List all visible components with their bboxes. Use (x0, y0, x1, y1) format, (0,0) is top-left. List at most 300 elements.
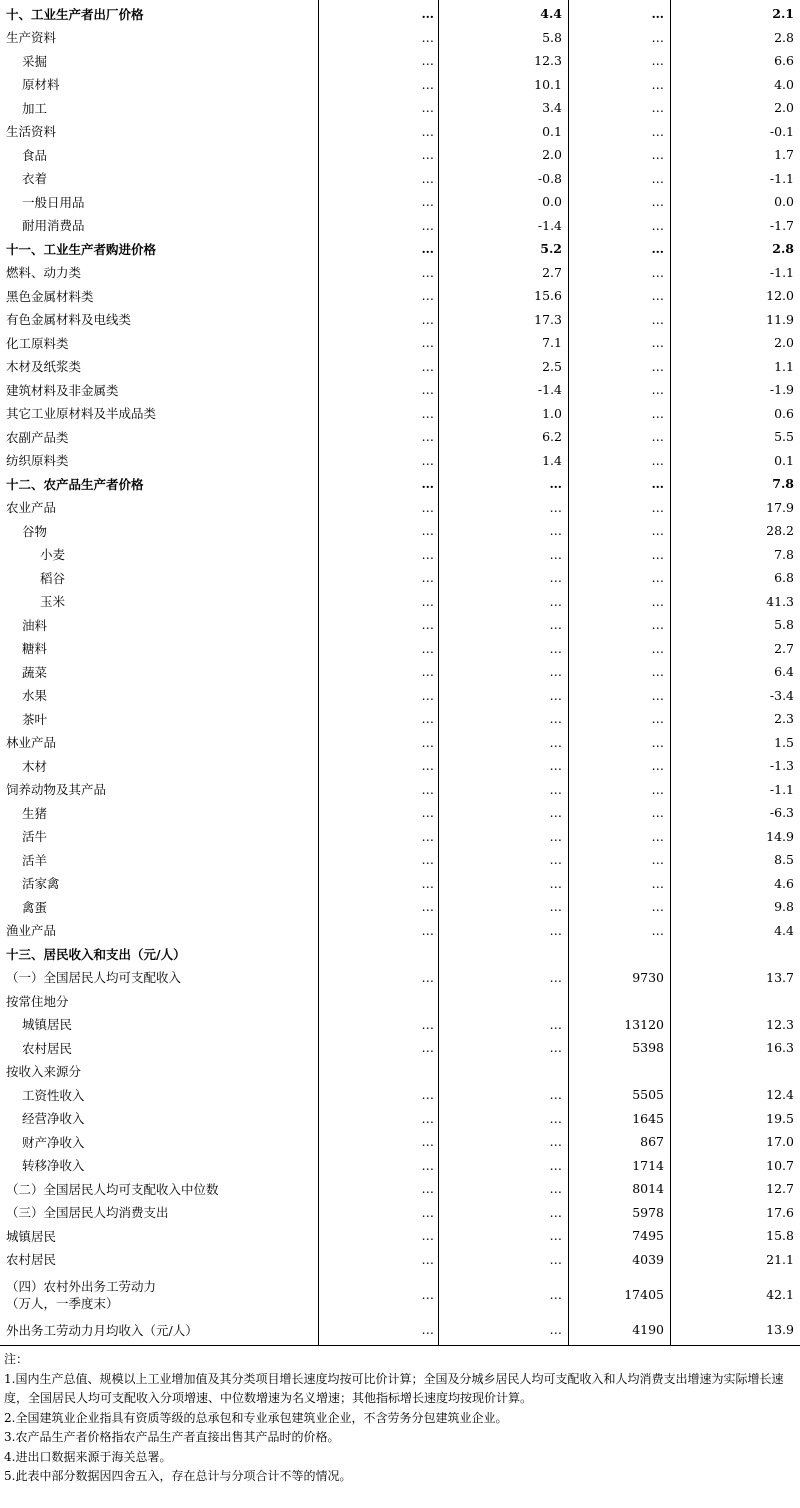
cell-value: … (421, 1087, 434, 1103)
table-row (0, 543, 800, 567)
cell-value: 2.1 (772, 6, 794, 22)
cell-value: … (651, 758, 664, 774)
cell-value: … (651, 53, 664, 69)
cell-value: … (421, 1016, 434, 1032)
cell-value (438, 942, 568, 966)
row-label: 纺织原料类 (6, 453, 69, 469)
table-row (0, 261, 800, 285)
cell-value: 867 (640, 1134, 664, 1150)
table-row (0, 519, 800, 543)
table-row (0, 2, 800, 26)
cell-value: 0.6 (774, 405, 794, 421)
table-row (0, 942, 800, 966)
table-row (0, 73, 800, 97)
cell-value: … (421, 170, 434, 186)
cell-value: 28.2 (766, 523, 794, 539)
cell-value: … (421, 335, 434, 351)
cell-value: 4.4 (540, 6, 562, 22)
cell-value: … (549, 758, 562, 774)
row-label: 生产资料 (6, 30, 57, 46)
cell-value: … (421, 1134, 434, 1150)
cell-value: … (421, 76, 434, 92)
table-row (0, 331, 800, 355)
cell-value: … (421, 899, 434, 915)
cell-value: -3.4 (769, 687, 794, 703)
row-label: 工资性收入 (22, 1087, 85, 1103)
row-label: 小麦 (40, 547, 66, 563)
cell-value: 12.7 (766, 1181, 794, 1197)
table-row (0, 989, 800, 1013)
cell-value: … (651, 264, 664, 280)
table-row (0, 684, 800, 708)
cell-value: -1.7 (769, 217, 794, 233)
cell-value: -1.1 (769, 264, 794, 280)
cell-value: … (421, 734, 434, 750)
cell-value: 8.5 (774, 852, 794, 868)
cell-value: … (651, 922, 664, 938)
cell-value: … (421, 405, 434, 421)
row-label: 渔业产品 (6, 923, 57, 939)
cell-value: … (549, 711, 562, 727)
row-label: 城镇居民 (22, 1017, 73, 1033)
cell-value: 15.8 (766, 1228, 794, 1244)
cell-value: … (651, 664, 664, 680)
cell-value: … (549, 875, 562, 891)
cell-value: 5.8 (774, 617, 794, 633)
cell-value: 2.8 (772, 241, 794, 257)
table-row (0, 1083, 800, 1107)
cell-value: … (421, 828, 434, 844)
cell-value: … (651, 617, 664, 633)
row-label: 黑色金属材料类 (6, 288, 94, 304)
note-line: 2.全国建筑业企业指具有资质等级的总承包和专业承包建筑业企业，不含劳务分包建筑业企业。 (4, 1410, 508, 1425)
cell-value: … (651, 170, 664, 186)
table-row (0, 1224, 800, 1248)
cell-value: … (421, 499, 434, 515)
row-label: 转移净收入 (22, 1158, 85, 1174)
cell-value: … (549, 570, 562, 586)
cell-value: … (421, 852, 434, 868)
row-label: 衣着 (22, 171, 48, 187)
cell-value: 5.8 (542, 29, 562, 45)
cell-value: … (549, 1287, 562, 1302)
table-row (0, 895, 800, 919)
cell-value: 15.6 (534, 288, 562, 304)
cell-value: … (651, 734, 664, 750)
row-label: 禽蛋 (22, 899, 48, 915)
cell-value: … (651, 405, 664, 421)
row-label: 财产净收入 (22, 1134, 85, 1150)
table-row (0, 1177, 800, 1201)
cell-value: … (421, 617, 434, 633)
cell-value: 5505 (632, 1087, 664, 1103)
cell-value: 13.7 (766, 969, 794, 985)
row-label: 蔬菜 (22, 664, 48, 680)
table-row (0, 966, 800, 990)
row-label: 活羊 (22, 852, 48, 868)
cell-value: … (421, 805, 434, 821)
cell-value: 6.2 (542, 429, 562, 445)
cell-value: 1.1 (774, 358, 794, 374)
cell-value: … (549, 687, 562, 703)
cell-value: … (651, 429, 664, 445)
row-label: 十二、农产品生产者价格 (6, 476, 144, 492)
cell-value: … (549, 852, 562, 868)
table-row (0, 472, 800, 496)
row-label: 茶叶 (22, 711, 48, 727)
cell-value: … (651, 899, 664, 915)
table-row (0, 754, 800, 778)
cell-value: 2.7 (774, 640, 794, 656)
row-label: 木材及纸浆类 (6, 359, 82, 375)
cell-value (568, 1060, 670, 1084)
cell-value: 12.4 (766, 1087, 794, 1103)
cell-value: … (421, 288, 434, 304)
cell-value: 5398 (632, 1040, 664, 1056)
row-label: 十、工业生产者出厂价格 (6, 6, 144, 22)
cell-value: -0.8 (537, 170, 562, 186)
cell-value (568, 989, 670, 1013)
cell-value: … (549, 1087, 562, 1103)
row-label: 按收入来源分 (6, 1064, 82, 1080)
table-row (0, 1201, 800, 1225)
note-line: 1.国内生产总值、规模以上工业增加值及其分类项目增长速度均按可比价计算；全国及分城乡居民人均可支配收入和人均消费支出增速为实际增长速度，全国居民人均可支配收入分项增速、中位数增速为名义增速；其他指标增长速度均按现价计算。 (4, 1371, 784, 1405)
cell-value: … (549, 664, 562, 680)
note-line: 注： (4, 1352, 29, 1366)
cell-value: … (651, 452, 664, 468)
row-label: （三）全国居民人均消费支出 (6, 1205, 169, 1221)
cell-value: … (651, 100, 664, 116)
table-bottom-border (0, 1345, 800, 1346)
row-label: 外出务工劳动力月均收入（元/人） (6, 1322, 198, 1338)
cell-value (438, 989, 568, 1013)
cell-value (318, 942, 438, 966)
cell-value: 1.4 (542, 452, 562, 468)
row-label: 城镇居民 (6, 1228, 57, 1244)
table-row (0, 143, 800, 167)
row-label: 燃料、动力类 (6, 265, 82, 281)
cell-value: … (421, 570, 434, 586)
cell-value: … (549, 828, 562, 844)
cell-value: … (549, 1016, 562, 1032)
cell-value: … (421, 1157, 434, 1173)
cell-value: 16.3 (766, 1040, 794, 1056)
cell-value: … (421, 1110, 434, 1126)
row-label: 玉米 (40, 594, 66, 610)
cell-value: … (651, 640, 664, 656)
cell-value: … (421, 100, 434, 116)
cell-value: … (421, 969, 434, 985)
table-row (0, 26, 800, 50)
cell-value: … (549, 476, 562, 492)
cell-value: … (651, 217, 664, 233)
table-row (0, 778, 800, 802)
cell-value: … (421, 711, 434, 727)
row-label: 有色金属材料及电线类 (6, 312, 132, 328)
cell-value: … (421, 311, 434, 327)
table-row (0, 378, 800, 402)
row-label: 化工原料类 (6, 335, 69, 351)
cell-value (438, 1060, 568, 1084)
cell-value: … (549, 1040, 562, 1056)
cell-value: 9.8 (774, 899, 794, 915)
cell-value: … (421, 1228, 434, 1244)
cell-value: … (549, 734, 562, 750)
table-row (0, 919, 800, 943)
cell-value: … (421, 194, 434, 210)
cell-value: -1.1 (769, 170, 794, 186)
cell-value: 2.5 (542, 358, 562, 374)
row-label: 农村居民 (22, 1040, 73, 1056)
cell-value: … (421, 593, 434, 609)
cell-value: 17.6 (766, 1204, 794, 1220)
cell-value (670, 1060, 800, 1084)
cell-value: … (421, 147, 434, 163)
cell-value: … (651, 828, 664, 844)
table-row (0, 590, 800, 614)
cell-value: … (421, 546, 434, 562)
cell-value: 1645 (632, 1110, 664, 1126)
table-row (0, 1060, 800, 1084)
table-row (0, 425, 800, 449)
cell-value: … (421, 452, 434, 468)
row-label-line: （万人，一季度末） (6, 1295, 119, 1311)
cell-value: 7.1 (542, 335, 562, 351)
cell-value: 14.9 (766, 828, 794, 844)
cell-value: 11.9 (766, 311, 794, 327)
cell-value: … (549, 781, 562, 797)
table-row (0, 402, 800, 426)
table-row (0, 660, 800, 684)
notes-section (4, 1350, 796, 1487)
row-label: （二）全国居民人均可支配收入中位数 (6, 1181, 219, 1197)
cell-value: … (549, 1251, 562, 1267)
cell-value: … (651, 241, 664, 257)
cell-value: … (421, 476, 434, 492)
cell-value: 0.0 (542, 194, 562, 210)
table-row (0, 731, 800, 755)
cell-value: … (549, 1134, 562, 1150)
row-label: 其它工业原材料及半成品类 (6, 406, 157, 422)
cell-value: … (651, 335, 664, 351)
cell-value: … (421, 687, 434, 703)
note-line: 4.进出口数据来源于海关总署。 (4, 1449, 172, 1464)
cell-value: … (421, 217, 434, 233)
cell-value: … (549, 1181, 562, 1197)
row-label: 林业产品 (6, 735, 57, 751)
cell-value: … (421, 758, 434, 774)
row-label: 采掘 (22, 53, 48, 69)
row-label: 生猪 (22, 805, 48, 821)
row-label: 一般日用品 (22, 194, 85, 210)
cell-value: 19.5 (766, 1110, 794, 1126)
table-row (0, 848, 800, 872)
table-row (0, 1036, 800, 1060)
cell-value: … (549, 640, 562, 656)
cell-value: 5978 (632, 1204, 664, 1220)
table-row (0, 1248, 800, 1272)
row-label: 水果 (22, 688, 48, 704)
table-row (0, 214, 800, 238)
cell-value: 6.6 (774, 53, 794, 69)
table-row (0, 872, 800, 896)
cell-value (318, 1060, 438, 1084)
row-label: 耐用消费品 (22, 218, 85, 234)
cell-value: … (421, 640, 434, 656)
cell-value: … (421, 664, 434, 680)
cell-value: 1714 (632, 1157, 664, 1173)
cell-value: 7.8 (774, 546, 794, 562)
cell-value: … (549, 805, 562, 821)
row-label: 农副产品类 (6, 429, 69, 445)
cell-value: -1.1 (769, 781, 794, 797)
cell-value: … (549, 593, 562, 609)
cell-value: … (421, 523, 434, 539)
cell-value: 5.5 (774, 429, 794, 445)
cell-value: … (421, 6, 434, 22)
cell-value: … (549, 1157, 562, 1173)
row-label: 糖料 (22, 641, 48, 657)
cell-value: … (421, 781, 434, 797)
cell-value (568, 942, 670, 966)
row-label: 按常住地分 (6, 993, 69, 1009)
cell-value: 12.0 (766, 288, 794, 304)
cell-value: 17405 (624, 1287, 664, 1302)
cell-value: 1.5 (774, 734, 794, 750)
cell-value: 2.7 (542, 264, 562, 280)
cell-value: … (421, 382, 434, 398)
cell-value: 0.0 (774, 194, 794, 210)
cell-value: -1.4 (537, 382, 562, 398)
cell-value: 2.0 (542, 147, 562, 163)
cell-value: … (421, 358, 434, 374)
cell-value: … (651, 6, 664, 22)
cell-value: 17.9 (766, 499, 794, 515)
cell-value: 2.0 (774, 100, 794, 116)
cell-value: 9730 (632, 969, 664, 985)
cell-value: 10.1 (534, 76, 562, 92)
table-row (0, 1013, 800, 1037)
table-row (0, 96, 800, 120)
cell-value: 1.0 (542, 405, 562, 421)
table-row (0, 120, 800, 144)
cell-value: … (421, 1040, 434, 1056)
cell-value: -1.4 (537, 217, 562, 233)
cell-value: … (549, 922, 562, 938)
table-row (0, 707, 800, 731)
cell-value: … (421, 1181, 434, 1197)
cell-value: 2.3 (774, 711, 794, 727)
row-label: 木材 (22, 758, 48, 774)
table-row (0, 1107, 800, 1131)
cell-value: … (651, 358, 664, 374)
cell-value: … (651, 194, 664, 210)
row-label: 油料 (22, 617, 48, 633)
table-row (0, 1271, 800, 1318)
cell-value: … (651, 570, 664, 586)
table-row (0, 1130, 800, 1154)
cell-value: … (651, 123, 664, 139)
cell-value: 13.9 (766, 1322, 794, 1338)
cell-value: … (651, 593, 664, 609)
cell-value: … (549, 1204, 562, 1220)
cell-value: … (651, 382, 664, 398)
row-label: 生活资料 (6, 124, 57, 140)
cell-value: … (651, 76, 664, 92)
cell-value: 41.3 (766, 593, 794, 609)
table-row (0, 825, 800, 849)
cell-value: 7.8 (772, 476, 794, 492)
row-label: 建筑材料及非金属类 (6, 382, 119, 398)
cell-value: 21.1 (766, 1251, 794, 1267)
cell-value: -1.9 (769, 382, 794, 398)
cell-value: -0.1 (769, 123, 794, 139)
cell-value: 12.3 (766, 1016, 794, 1032)
cell-value: … (651, 523, 664, 539)
cell-value: 4.4 (774, 922, 794, 938)
cell-value: … (549, 1110, 562, 1126)
cell-value (670, 942, 800, 966)
cell-value: … (651, 546, 664, 562)
table-row (0, 801, 800, 825)
note-line: 5.此表中部分数据因四舍五入，存在总计与分项合计不等的情况。 (4, 1469, 352, 1483)
cell-value: 12.3 (534, 53, 562, 69)
row-label: 活家禽 (22, 876, 60, 892)
table-row (0, 613, 800, 637)
table-row (0, 355, 800, 379)
cell-value: 8014 (632, 1181, 664, 1197)
cell-value: 17.3 (534, 311, 562, 327)
cell-value: … (549, 899, 562, 915)
row-label: 谷物 (22, 523, 48, 539)
cell-value: … (421, 53, 434, 69)
row-label: 稻谷 (40, 570, 66, 586)
cell-value: … (651, 852, 664, 868)
cell-value: … (421, 264, 434, 280)
cell-value: … (651, 781, 664, 797)
cell-value: … (651, 311, 664, 327)
cell-value: 3.4 (542, 100, 562, 116)
cell-value: … (421, 922, 434, 938)
table-row (0, 284, 800, 308)
cell-value: … (549, 969, 562, 985)
row-label: 农村居民 (6, 1252, 57, 1268)
row-label: 饲养动物及其产品 (6, 782, 107, 798)
cell-value: 2.8 (774, 29, 794, 45)
note-line: 3.农产品生产者价格指农产品生产者直接出售其产品时的价格。 (4, 1430, 340, 1444)
row-label: （一）全国居民人均可支配收入 (6, 970, 182, 986)
cell-value: … (421, 1322, 434, 1338)
cell-value: … (651, 499, 664, 515)
cell-value: … (651, 875, 664, 891)
cell-value: … (651, 476, 664, 492)
cell-value: 17.0 (766, 1134, 794, 1150)
cell-value: -6.3 (769, 805, 794, 821)
table-row (0, 1154, 800, 1178)
table-row (0, 190, 800, 214)
cell-value: 42.1 (766, 1287, 794, 1302)
cell-value: … (549, 617, 562, 633)
row-label (0, 1271, 318, 1318)
cell-value: … (421, 123, 434, 139)
cell-value: 4190 (632, 1322, 664, 1338)
cell-value: … (421, 241, 434, 257)
cell-value: 4.0 (774, 76, 794, 92)
cell-value: … (549, 546, 562, 562)
cell-value: 1.7 (774, 147, 794, 163)
row-label: 食品 (22, 147, 48, 163)
cell-value: 6.8 (774, 570, 794, 586)
